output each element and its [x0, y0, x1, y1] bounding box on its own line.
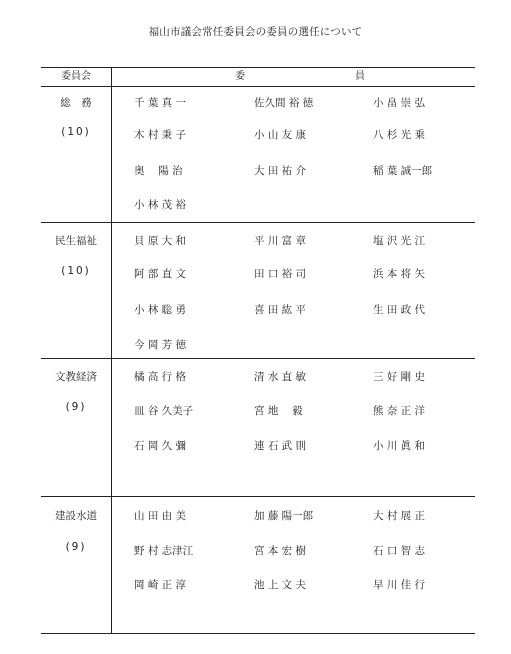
member-name: 清 水 直 敏	[254, 371, 307, 383]
row-divider	[41, 222, 475, 223]
member-name: 喜 田 紘 平	[254, 304, 307, 316]
member-name: 宮 本 宏 樹	[254, 545, 307, 557]
member-name: 阿 部 直 文	[134, 268, 187, 280]
committee-count: (9)	[65, 541, 87, 553]
member-name: 池 上 文 夫	[254, 579, 307, 591]
member-name: 三 好 剛 史	[373, 371, 426, 383]
member-name: 宮 地 毅	[254, 405, 303, 417]
member-name: 生 田 政 代	[373, 304, 426, 316]
member-name: 大 村 展 正	[373, 510, 426, 522]
committee-count: (10)	[61, 126, 91, 138]
member-name: 小 林 茂 裕	[134, 199, 187, 211]
member-name: 千 葉 真 一	[134, 97, 187, 109]
member-name: 小 畠 崇 弘	[373, 97, 426, 109]
member-name: 塩 沢 光 江	[373, 235, 426, 247]
header-committee: 委員会	[61, 71, 91, 82]
member-name: 加 藤 陽一郎	[254, 510, 314, 522]
committee-name: 民生福祉	[55, 235, 97, 247]
header-divider	[41, 86, 475, 87]
member-name: 橘 高 行 格	[134, 371, 187, 383]
member-name: 今 岡 芳 徳	[134, 339, 187, 351]
row-divider	[41, 358, 475, 359]
column-divider	[111, 67, 112, 634]
member-name: 貝 原 大 和	[134, 235, 187, 247]
member-name: 連 石 武 則	[254, 440, 307, 452]
member-name: 浜 本 将 矢	[373, 268, 426, 280]
member-name: 小 山 友 康	[254, 129, 307, 141]
member-name: 皿 谷 久美子	[134, 405, 194, 417]
member-name: 山 田 由 美	[134, 510, 187, 522]
member-name: 木 村 秉 子	[134, 129, 187, 141]
member-name: 石 岡 久 彌	[134, 440, 187, 452]
member-name: 田 口 裕 司	[254, 268, 307, 280]
committee-name: 総 務	[60, 97, 92, 109]
committee-name: 建設水道	[55, 510, 97, 522]
committee-count: (9)	[65, 401, 87, 413]
committee-count: (10)	[61, 265, 91, 277]
member-name: 小 林 聡 勇	[134, 304, 187, 316]
member-name: 佐久間 裕 徳	[254, 97, 314, 109]
member-name: 稲 葉 誠一郎	[373, 165, 433, 177]
member-name: 熊 奈 正 洋	[373, 405, 426, 417]
row-divider	[41, 496, 475, 497]
member-name: 八 杉 光 乗	[373, 129, 426, 141]
document-title: 福山市議会常任委員会の委員の選任について	[148, 26, 363, 38]
member-name: 岡 崎 正 淳	[134, 579, 187, 591]
header-members-1: 委	[235, 71, 245, 82]
member-name: 平 川 富 章	[254, 235, 307, 247]
member-name: 奥 陽 治	[134, 165, 183, 177]
committee-name: 文教経済	[55, 371, 97, 383]
member-name: 大 田 祐 介	[254, 165, 307, 177]
header-members-2: 員	[355, 71, 365, 82]
member-name: 早 川 佳 行	[373, 579, 426, 591]
member-name: 小 川 眞 和	[373, 440, 426, 452]
member-name: 野 村 志津江	[134, 545, 194, 557]
member-name: 石 口 智 志	[373, 545, 426, 557]
